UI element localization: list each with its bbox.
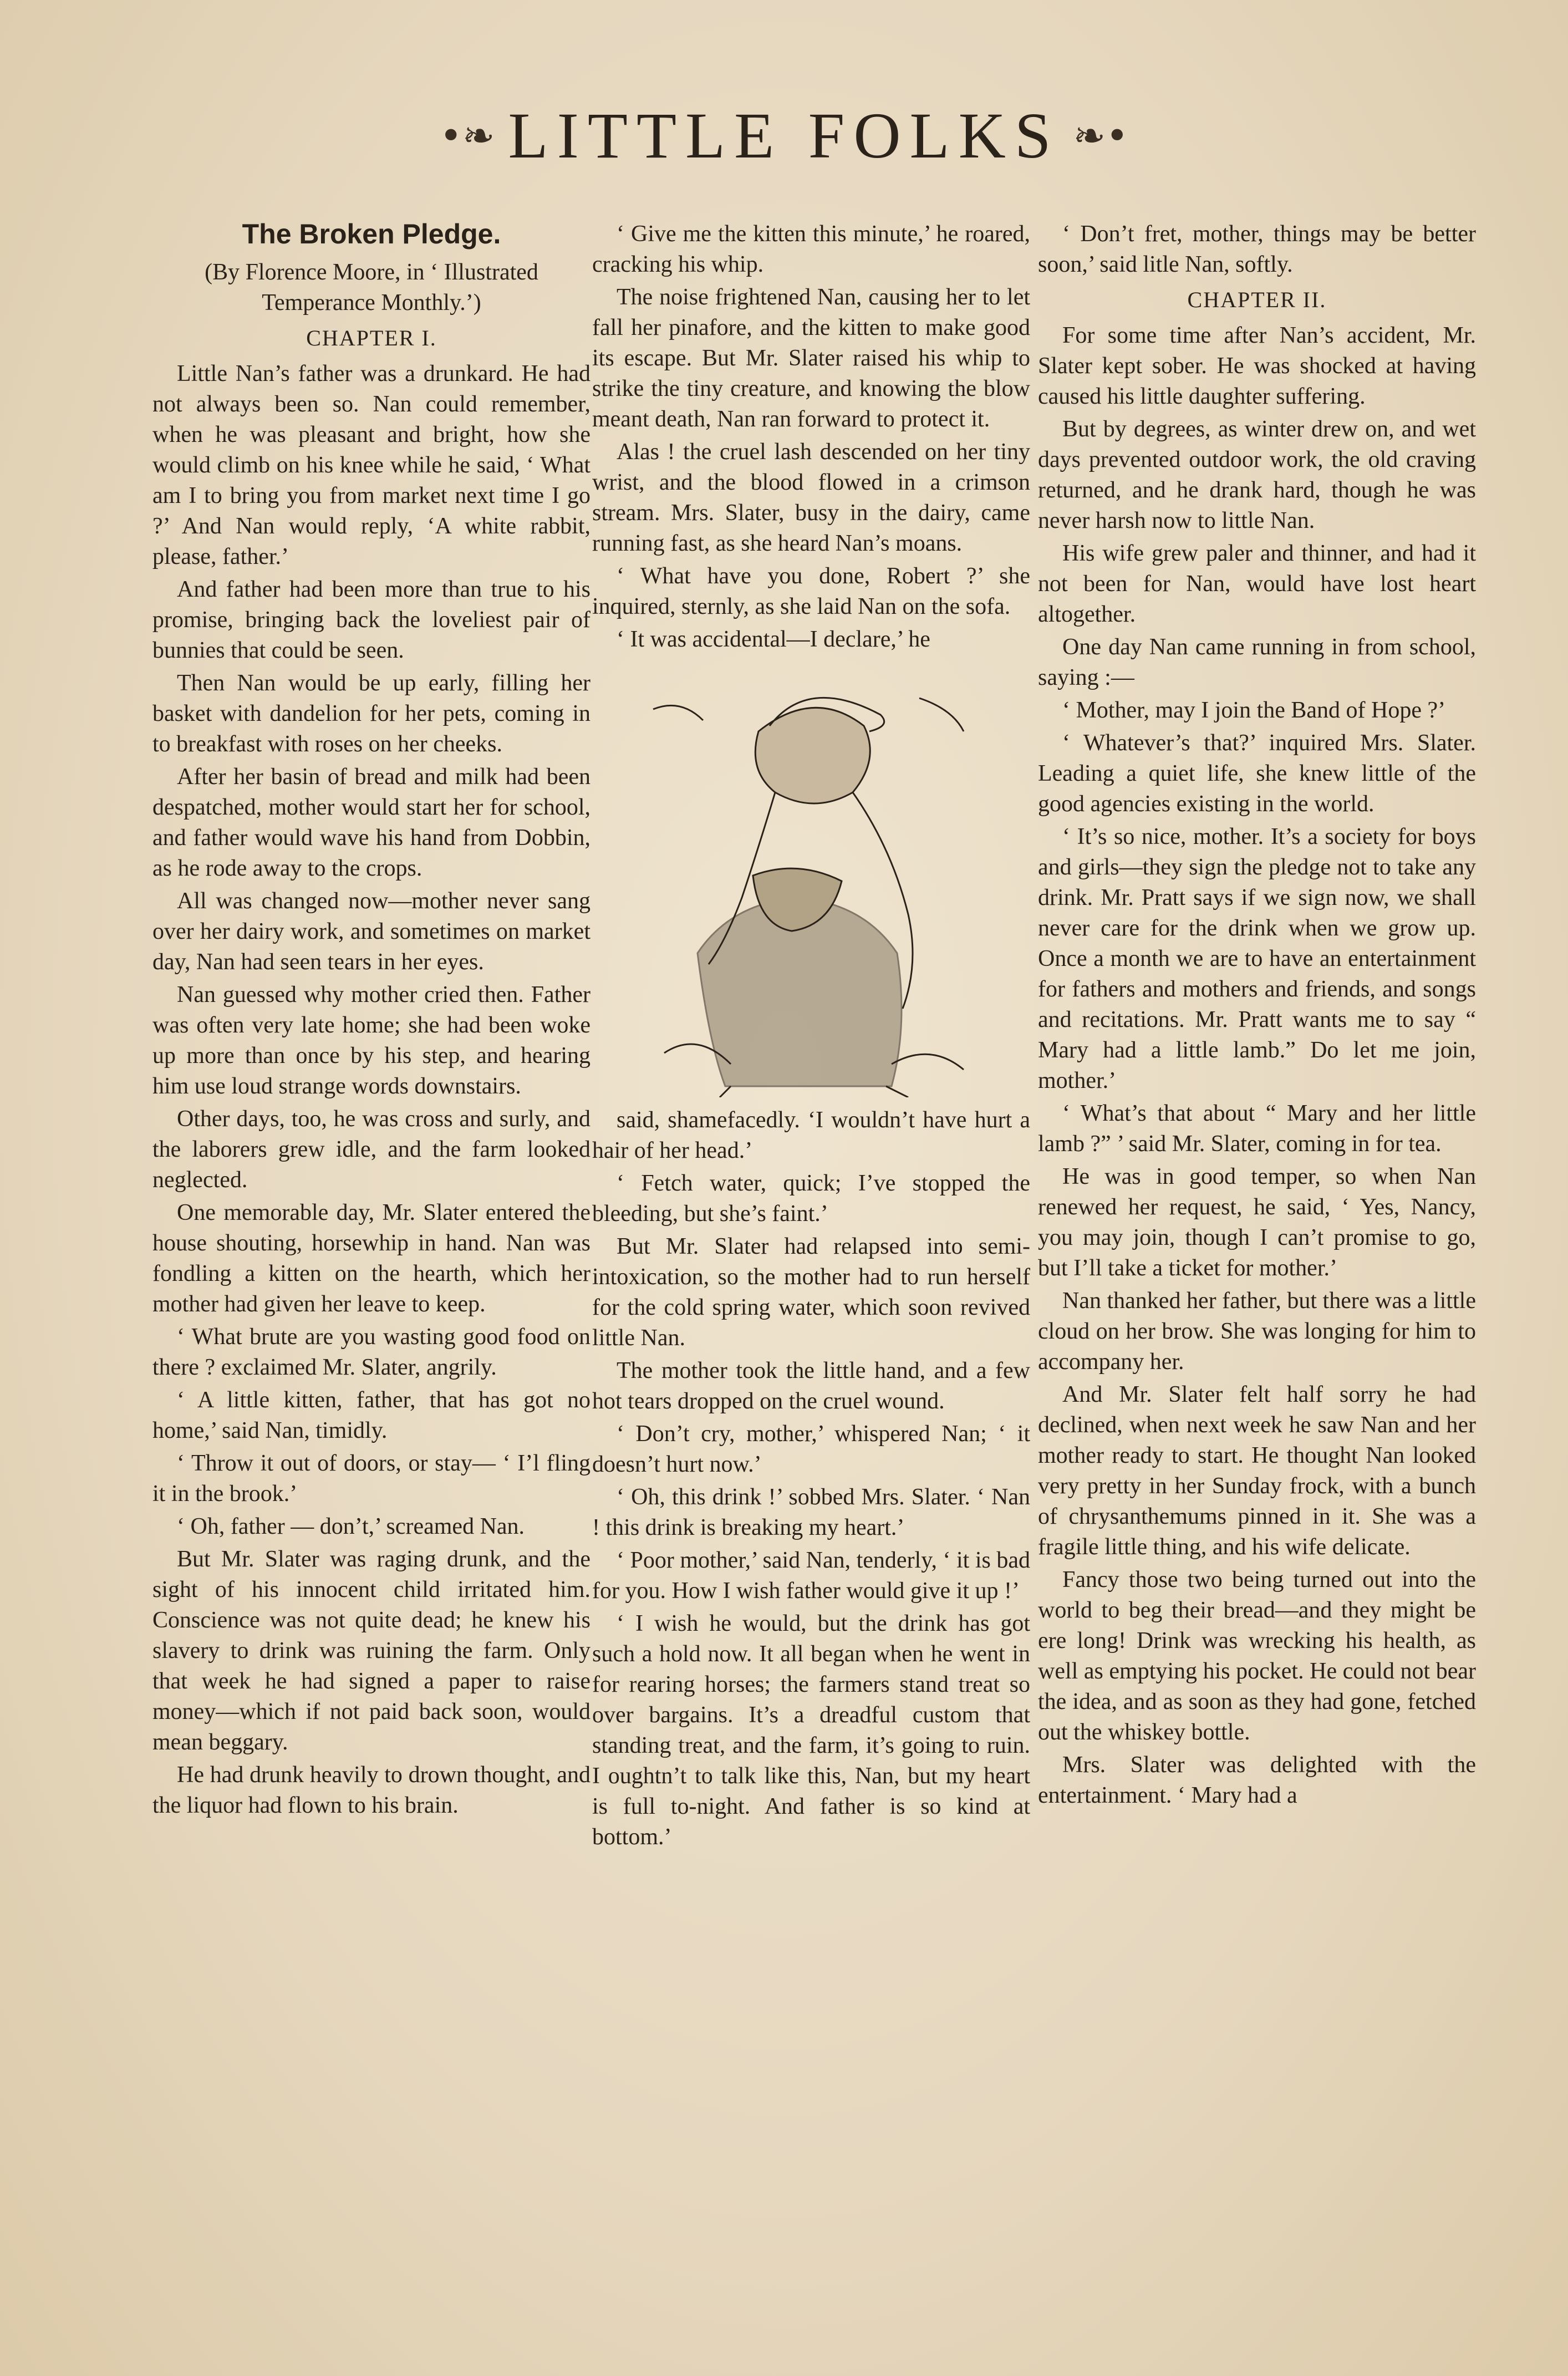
paragraph: ‘ Oh, this drink !’ sobbed Mrs. Slater. ‘ Nan ! this drink is breaking my heart.’ bbox=[592, 1484, 1030, 1540]
paragraph: ‘ Whatever’s that?’ inquired Mrs. Slater. Leading a quiet life, she knew little of the good agencies existing in the world. bbox=[1038, 730, 1476, 817]
right-ornament: ❧• bbox=[1073, 113, 1129, 159]
paragraph: He was in good temper, so when Nan renewed her request, he said, ‘ Yes, Nancy, you may join, though I can’t promise to go, but I’ll take a ticket for mother.’ bbox=[1038, 1164, 1476, 1281]
column-2 bbox=[592, 219, 1030, 1855]
paragraph: ‘ Give me the kitten this minute,’ he roared, cracking his whip. bbox=[592, 221, 1030, 277]
chapter-2-heading: CHAPTER II. bbox=[1187, 287, 1327, 312]
paragraph: But by degrees, as winter drew on, and wet days prevented outdoor work, the old craving returned, and he drank hard, though he was never harsh now to little Nan. bbox=[1038, 416, 1476, 533]
column-1-body bbox=[152, 359, 590, 1821]
paragraph: One day Nan came running in from school, saying :— bbox=[1038, 634, 1476, 690]
masthead-title: LITTLE FOLKS bbox=[508, 99, 1060, 172]
paragraph: ‘ Don’t fret, mother, things may be better soon,’ said litle Nan, softly. bbox=[1038, 221, 1476, 277]
paragraph: ‘ Mother, may I join the Band of Hope ?’ bbox=[1062, 698, 1446, 723]
paragraph: ‘ What’s that about “ Mary and her little lamb ?” ’ said Mr. Slater, coming in for tea. bbox=[1038, 1101, 1476, 1157]
paragraph: But Mr. Slater was raging drunk, and the sight of his innocent child irritated him. Conscience was not quite dead; he knew his slavery to drink was ruining the farm. Only that week he had signed a paper to raise money—which if not paid back soon, would mean beggary. bbox=[152, 1546, 590, 1755]
story-byline: (By Florence Moore, in ‘ Illustrated Temperance Monthly.’) bbox=[205, 260, 538, 316]
paragraph: He had drunk heavily to drown thought, and the liquor had flown to his brain. bbox=[152, 1762, 590, 1818]
column-3-body-bottom bbox=[1038, 320, 1476, 1811]
paragraph: Nan guessed why mother cried then. Father was often very late home; she had been woke up more than once by his step, and hearing him use loud strange words downstairs. bbox=[152, 982, 590, 1099]
paragraph: The mother took the little hand, and a few hot tears dropped on the cruel wound. bbox=[592, 1358, 1030, 1414]
paragraph: ‘ Throw it out of doors, or stay— ‘ I’l fling it in the brook.’ bbox=[152, 1451, 590, 1507]
girl-with-kitten-illustration bbox=[631, 665, 991, 1097]
paragraph: ‘ It’s so nice, mother. It’s a society for boys and girls—they sign the pledge not to take any drink. Mr. Pratt says if we sign now, we shall never care for the drink when we grow up. Once a month we are to have an entertainment for fathers and mothers and friends, and songs and recitations. Mr. Pratt wants me to say “ Mary had a little lamb.” Do let me join, mother.’ bbox=[1038, 824, 1476, 1093]
paragraph: ‘ Fetch water, quick; I’ve stopped the bleeding, but she’s faint.’ bbox=[592, 1171, 1030, 1227]
paragraph: ‘ What have you done, Robert ?’ she inquired, sternly, as she laid Nan on the sofa. bbox=[592, 563, 1030, 619]
column-2-body-top bbox=[592, 219, 1030, 655]
paragraph: Mrs. Slater was delighted with the entertainment. ‘ Mary had a bbox=[1038, 1752, 1476, 1808]
paragraph: ‘ I wish he would, but the drink has got such a hold now. It all began when he went in for rearing horses; the farmers stand treat so over bargains. It’s a dreadful custom that standing treat, and the farm, it’s going to ruin. I oughtn’t to talk like this, Nan, but my heart is full to-night. And father is so kind at bottom.’ bbox=[592, 1611, 1030, 1850]
paragraph: After her basin of bread and milk had been despatched, mother would start her for school, and father would wave his hand from Dobbin, as he rode away to the crops. bbox=[152, 764, 590, 881]
paragraph: ‘ It was accidental—I declare,’ he bbox=[617, 627, 930, 652]
paragraph: ‘ What brute are you wasting good food on there ? exclaimed Mr. Slater, angrily. bbox=[152, 1324, 590, 1380]
paragraph: And Mr. Slater felt half sorry he had declined, when next week he saw Nan and her mother ready to start. He thought Nan looked very pretty in her Sunday frock, with a bunch of chrysanthemums pinned in it. She was a fragile little thing, and his wife delicate. bbox=[1038, 1382, 1476, 1560]
paragraph: For some time after Nan’s accident, Mr. Slater kept sober. He was shocked at having caused his little daughter suffering. bbox=[1038, 323, 1476, 409]
paragraph: Nan thanked her father, but there was a little cloud on her brow. She was longing for him to accompany her. bbox=[1038, 1288, 1476, 1375]
paragraph: Then Nan would be up early, filling her basket with dandelion for her pets, coming in to breakfast with roses on her cheeks. bbox=[152, 670, 590, 757]
paragraph: One memorable day, Mr. Slater entered the house shouting, horsewhip in hand. Nan was fondling a kitten on the hearth, which her mother had given her leave to keep. bbox=[152, 1200, 590, 1317]
column-1 bbox=[152, 219, 590, 1823]
paragraph: Alas ! the cruel lash descended on her tiny wrist, and the blood flowed in a crimson stream. Mrs. Slater, busy in the dairy, came running fast, as she heard Nan’s moans. bbox=[592, 439, 1030, 556]
chapter-heading: CHAPTER I. bbox=[306, 325, 437, 350]
left-ornament: •❧ bbox=[439, 113, 495, 159]
paragraph: said, shamefacedly. ‘I wouldn’t have hurt a hair of her head.’ bbox=[592, 1107, 1030, 1163]
story-title: The Broken Pledge. bbox=[242, 218, 501, 250]
paragraph: ‘ A little kitten, father, that has got no home,’ said Nan, timidly. bbox=[152, 1387, 590, 1443]
paragraph: All was changed now—mother never sang over her dairy work, and sometimes on market day, Nan had seen tears in her eyes. bbox=[152, 888, 590, 975]
paragraph: Fancy those two being turned out into the world to beg their bread—and they might be ere long! Drink was wrecking his health, as well as emptying his pocket. He could not bear the idea, and as soon as they had gone, fetched out the whiskey bottle. bbox=[1038, 1567, 1476, 1745]
masthead bbox=[0, 94, 1568, 177]
column-3-body-top bbox=[1038, 219, 1476, 280]
paragraph: And father had been more than true to his promise, bringing back the loveliest pair of bunnies that could be seen. bbox=[152, 577, 590, 663]
paragraph: Other days, too, he was cross and surly, and the laborers grew idle, and the farm looked neglected. bbox=[152, 1106, 590, 1193]
paragraph: The noise frightened Nan, causing her to let fall her pinafore, and the kitten to make good its escape. But Mr. Slater raised his whip to strike the tiny creature, and knowing the blow meant death, Nan ran forward to protect it. bbox=[592, 284, 1030, 432]
column-2-body-bottom bbox=[592, 1105, 1030, 1853]
paragraph: ‘ Don’t cry, mother,’ whispered Nan; ‘ it doesn’t hurt now.’ bbox=[592, 1421, 1030, 1477]
paragraph: But Mr. Slater had relapsed into semi-intoxication, so the mother had to run herself for the cold spring water, which soon revived little Nan. bbox=[592, 1234, 1030, 1351]
paragraph: ‘ Poor mother,’ said Nan, tenderly, ‘ it is bad for you. How I wish father would give it up !’ bbox=[592, 1548, 1030, 1604]
paragraph: ‘ Oh, father — don’t,’ screamed Nan. bbox=[177, 1514, 525, 1539]
paragraph: Little Nan’s father was a drunkard. He had not always been so. Nan could remember, when he was pleasant and bright, how she would climb on his knee while he said, ‘ What am I to bring you from market next time I go ?’ And Nan would reply, ‘A white rabbit, please, father.’ bbox=[152, 361, 590, 569]
column-3 bbox=[1038, 219, 1476, 1813]
paragraph: His wife grew paler and thinner, and had it not been for Nan, would have lost heart altogether. bbox=[1038, 541, 1476, 627]
